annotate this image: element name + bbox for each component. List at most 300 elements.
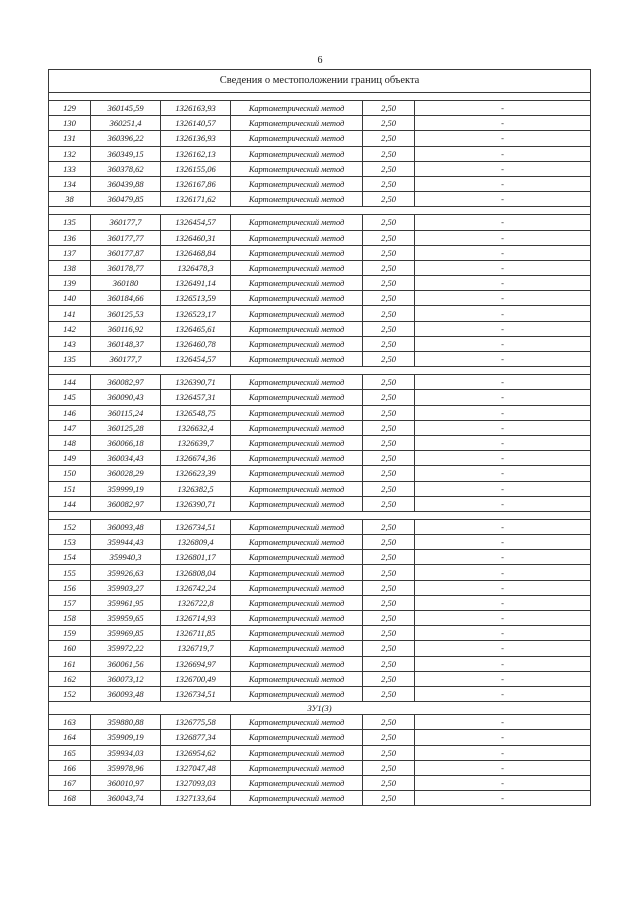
y-coordinate-cell: 1326478,3 xyxy=(161,260,231,275)
y-coordinate-cell: 1326163,93 xyxy=(161,101,231,116)
description-cell: - xyxy=(415,161,591,176)
y-coordinate-cell: 1326722,8 xyxy=(161,595,231,610)
method-cell: Картометрический метод xyxy=(231,519,363,534)
y-coordinate-cell: 1326639,7 xyxy=(161,435,231,450)
point-number-cell: 143 xyxy=(49,336,91,351)
separator-cell xyxy=(49,511,591,519)
table-row xyxy=(49,656,591,671)
method-cell: Картометрический метод xyxy=(231,595,363,610)
x-coordinate-cell: 359934,03 xyxy=(91,745,161,760)
description-cell: - xyxy=(415,496,591,511)
y-coordinate-cell: 1327093,03 xyxy=(161,775,231,790)
y-coordinate-cell: 1326548,75 xyxy=(161,405,231,420)
point-number-cell: 159 xyxy=(49,626,91,641)
point-number-cell: 146 xyxy=(49,405,91,420)
method-cell: Картометрический метод xyxy=(231,352,363,367)
method-cell: Картометрический метод xyxy=(231,611,363,626)
y-coordinate-cell: 1326623,39 xyxy=(161,466,231,481)
table-row xyxy=(49,390,591,405)
y-coordinate-cell: 1326734,51 xyxy=(161,519,231,534)
accuracy-cell: 2,50 xyxy=(363,276,415,291)
x-coordinate-cell: 360073,12 xyxy=(91,671,161,686)
accuracy-cell: 2,50 xyxy=(363,390,415,405)
y-coordinate-cell: 1326468,84 xyxy=(161,245,231,260)
table-row xyxy=(49,565,591,580)
description-cell: - xyxy=(415,146,591,161)
accuracy-cell: 2,50 xyxy=(363,686,415,701)
accuracy-cell: 2,50 xyxy=(363,101,415,116)
accuracy-cell: 2,50 xyxy=(363,595,415,610)
description-cell: - xyxy=(415,519,591,534)
description-cell: - xyxy=(415,352,591,367)
method-cell: Картометрический метод xyxy=(231,656,363,671)
table-row xyxy=(49,192,591,207)
method-cell: Картометрический метод xyxy=(231,176,363,191)
table-row xyxy=(49,101,591,116)
point-number-cell: 156 xyxy=(49,580,91,595)
method-cell: Картометрический метод xyxy=(231,451,363,466)
y-coordinate-cell: 1326714,93 xyxy=(161,611,231,626)
accuracy-cell: 2,50 xyxy=(363,641,415,656)
y-coordinate-cell: 1326700,49 xyxy=(161,671,231,686)
method-cell: Картометрический метод xyxy=(231,375,363,390)
point-number-cell: 167 xyxy=(49,775,91,790)
separator-row xyxy=(49,367,591,375)
method-cell: Картометрический метод xyxy=(231,291,363,306)
point-number-cell: 130 xyxy=(49,116,91,131)
method-cell: Картометрический метод xyxy=(231,390,363,405)
accuracy-cell: 2,50 xyxy=(363,291,415,306)
table-row xyxy=(49,146,591,161)
x-coordinate-cell: 359944,43 xyxy=(91,535,161,550)
y-coordinate-cell: 1327047,48 xyxy=(161,760,231,775)
description-cell: - xyxy=(415,215,591,230)
table-row xyxy=(49,176,591,191)
y-coordinate-cell: 1326457,31 xyxy=(161,390,231,405)
method-cell: Картометрический метод xyxy=(231,192,363,207)
x-coordinate-cell: 359940,3 xyxy=(91,550,161,565)
point-number-cell: 142 xyxy=(49,321,91,336)
table-row xyxy=(49,435,591,450)
description-cell: - xyxy=(415,656,591,671)
point-number-cell: 144 xyxy=(49,375,91,390)
x-coordinate-cell: 360125,53 xyxy=(91,306,161,321)
y-coordinate-cell: 1326162,13 xyxy=(161,146,231,161)
table-row xyxy=(49,321,591,336)
point-number-cell: 38 xyxy=(49,192,91,207)
point-number-cell: 163 xyxy=(49,715,91,730)
accuracy-cell: 2,50 xyxy=(363,215,415,230)
accuracy-cell: 2,50 xyxy=(363,352,415,367)
point-number-cell: 134 xyxy=(49,176,91,191)
point-number-cell: 165 xyxy=(49,745,91,760)
y-coordinate-cell: 1326801,17 xyxy=(161,550,231,565)
x-coordinate-cell: 360396,22 xyxy=(91,131,161,146)
point-number-cell: 135 xyxy=(49,352,91,367)
x-coordinate-cell: 360251,4 xyxy=(91,116,161,131)
table-row xyxy=(49,730,591,745)
point-number-cell: 150 xyxy=(49,466,91,481)
x-coordinate-cell: 360177,77 xyxy=(91,230,161,245)
x-coordinate-cell: 360178,77 xyxy=(91,260,161,275)
table-row xyxy=(49,230,591,245)
x-coordinate-cell: 360378,62 xyxy=(91,161,161,176)
table-row xyxy=(49,291,591,306)
x-coordinate-cell: 360028,29 xyxy=(91,466,161,481)
accuracy-cell: 2,50 xyxy=(363,405,415,420)
description-cell: - xyxy=(415,641,591,656)
accuracy-cell: 2,50 xyxy=(363,375,415,390)
separator-cell xyxy=(49,367,591,375)
point-number-cell: 132 xyxy=(49,146,91,161)
section-label: ЗУ1(3) xyxy=(49,702,591,715)
x-coordinate-cell: 360115,24 xyxy=(91,405,161,420)
x-coordinate-cell: 360177,7 xyxy=(91,215,161,230)
description-cell: - xyxy=(415,131,591,146)
point-number-cell: 137 xyxy=(49,245,91,260)
point-number-cell: 157 xyxy=(49,595,91,610)
table-row xyxy=(49,161,591,176)
description-cell: - xyxy=(415,405,591,420)
y-coordinate-cell: 1326954,62 xyxy=(161,745,231,760)
description-cell: - xyxy=(415,686,591,701)
x-coordinate-cell: 360116,92 xyxy=(91,321,161,336)
table-row xyxy=(49,260,591,275)
separator-cell xyxy=(49,93,591,101)
point-number-cell: 131 xyxy=(49,131,91,146)
x-coordinate-cell: 360148,37 xyxy=(91,336,161,351)
table-row xyxy=(49,466,591,481)
x-coordinate-cell: 360082,97 xyxy=(91,496,161,511)
accuracy-cell: 2,50 xyxy=(363,321,415,336)
table-row xyxy=(49,626,591,641)
y-coordinate-cell: 1326775,58 xyxy=(161,715,231,730)
method-cell: Картометрический метод xyxy=(231,760,363,775)
accuracy-cell: 2,50 xyxy=(363,626,415,641)
x-coordinate-cell: 360082,97 xyxy=(91,375,161,390)
description-cell: - xyxy=(415,336,591,351)
y-coordinate-cell: 1326390,71 xyxy=(161,375,231,390)
x-coordinate-cell: 360439,88 xyxy=(91,176,161,191)
point-number-cell: 152 xyxy=(49,686,91,701)
method-cell: Картометрический метод xyxy=(231,420,363,435)
method-cell: Картометрический метод xyxy=(231,466,363,481)
method-cell: Картометрический метод xyxy=(231,641,363,656)
description-cell: - xyxy=(415,420,591,435)
method-cell: Картометрический метод xyxy=(231,230,363,245)
method-cell: Картометрический метод xyxy=(231,550,363,565)
table-row xyxy=(49,405,591,420)
table-row xyxy=(49,671,591,686)
method-cell: Картометрический метод xyxy=(231,146,363,161)
point-number-cell: 136 xyxy=(49,230,91,245)
table-row xyxy=(49,641,591,656)
x-coordinate-cell: 359972,22 xyxy=(91,641,161,656)
point-number-cell: 164 xyxy=(49,730,91,745)
description-cell: - xyxy=(415,375,591,390)
x-coordinate-cell: 360145,59 xyxy=(91,101,161,116)
method-cell: Картометрический метод xyxy=(231,321,363,336)
y-coordinate-cell: 1326734,51 xyxy=(161,686,231,701)
accuracy-cell: 2,50 xyxy=(363,535,415,550)
table-row xyxy=(49,686,591,701)
table-row xyxy=(49,116,591,131)
point-number-cell: 161 xyxy=(49,656,91,671)
description-cell: - xyxy=(415,760,591,775)
y-coordinate-cell: 1326877,34 xyxy=(161,730,231,745)
table-row xyxy=(49,245,591,260)
accuracy-cell: 2,50 xyxy=(363,420,415,435)
x-coordinate-cell: 360061,56 xyxy=(91,656,161,671)
accuracy-cell: 2,50 xyxy=(363,260,415,275)
table-row xyxy=(49,481,591,496)
description-cell: - xyxy=(415,176,591,191)
x-coordinate-cell: 359969,85 xyxy=(91,626,161,641)
accuracy-cell: 2,50 xyxy=(363,466,415,481)
method-cell: Картометрический метод xyxy=(231,215,363,230)
x-coordinate-cell: 359999,19 xyxy=(91,481,161,496)
table-row xyxy=(49,375,591,390)
table-row xyxy=(49,745,591,760)
y-coordinate-cell: 1326523,17 xyxy=(161,306,231,321)
y-coordinate-cell: 1326460,31 xyxy=(161,230,231,245)
accuracy-cell: 2,50 xyxy=(363,715,415,730)
description-cell: - xyxy=(415,535,591,550)
method-cell: Картометрический метод xyxy=(231,481,363,496)
accuracy-cell: 2,50 xyxy=(363,161,415,176)
separator-row xyxy=(49,207,591,215)
method-cell: Картометрический метод xyxy=(231,161,363,176)
description-cell: - xyxy=(415,730,591,745)
separator-row xyxy=(49,93,591,101)
description-cell: - xyxy=(415,390,591,405)
point-number-cell: 144 xyxy=(49,496,91,511)
table-row xyxy=(49,535,591,550)
table-row xyxy=(49,595,591,610)
description-cell: - xyxy=(415,611,591,626)
accuracy-cell: 2,50 xyxy=(363,131,415,146)
x-coordinate-cell: 360125,28 xyxy=(91,420,161,435)
method-cell: Картометрический метод xyxy=(231,496,363,511)
table-row xyxy=(49,306,591,321)
method-cell: Картометрический метод xyxy=(231,101,363,116)
description-cell: - xyxy=(415,595,591,610)
description-cell: - xyxy=(415,306,591,321)
accuracy-cell: 2,50 xyxy=(363,745,415,760)
accuracy-cell: 2,50 xyxy=(363,519,415,534)
x-coordinate-cell: 360090,43 xyxy=(91,390,161,405)
method-cell: Картометрический метод xyxy=(231,260,363,275)
table-row xyxy=(49,791,591,806)
point-number-cell: 140 xyxy=(49,291,91,306)
y-coordinate-cell: 1326390,71 xyxy=(161,496,231,511)
table-row xyxy=(49,775,591,790)
description-cell: - xyxy=(415,451,591,466)
description-cell: - xyxy=(415,192,591,207)
point-number-cell: 138 xyxy=(49,260,91,275)
method-cell: Картометрический метод xyxy=(231,405,363,420)
point-number-cell: 166 xyxy=(49,760,91,775)
table-row xyxy=(49,611,591,626)
table-row xyxy=(49,215,591,230)
accuracy-cell: 2,50 xyxy=(363,306,415,321)
accuracy-cell: 2,50 xyxy=(363,496,415,511)
x-coordinate-cell: 359959,65 xyxy=(91,611,161,626)
y-coordinate-cell: 1326465,61 xyxy=(161,321,231,336)
description-cell: - xyxy=(415,260,591,275)
accuracy-cell: 2,50 xyxy=(363,580,415,595)
description-cell: - xyxy=(415,745,591,760)
description-cell: - xyxy=(415,715,591,730)
point-number-cell: 151 xyxy=(49,481,91,496)
point-number-cell: 153 xyxy=(49,535,91,550)
description-cell: - xyxy=(415,321,591,336)
section-row xyxy=(49,702,591,715)
point-number-cell: 145 xyxy=(49,390,91,405)
y-coordinate-cell: 1326454,57 xyxy=(161,215,231,230)
x-coordinate-cell: 359926,63 xyxy=(91,565,161,580)
point-number-cell: 148 xyxy=(49,435,91,450)
x-coordinate-cell: 360034,43 xyxy=(91,451,161,466)
method-cell: Картометрический метод xyxy=(231,276,363,291)
x-coordinate-cell: 360184,66 xyxy=(91,291,161,306)
accuracy-cell: 2,50 xyxy=(363,481,415,496)
y-coordinate-cell: 1326167,86 xyxy=(161,176,231,191)
method-cell: Картометрический метод xyxy=(231,686,363,701)
x-coordinate-cell: 360093,48 xyxy=(91,519,161,534)
description-cell: - xyxy=(415,435,591,450)
y-coordinate-cell: 1326460,78 xyxy=(161,336,231,351)
y-coordinate-cell: 1326674,36 xyxy=(161,451,231,466)
table-row xyxy=(49,451,591,466)
table-row xyxy=(49,550,591,565)
method-cell: Картометрический метод xyxy=(231,306,363,321)
description-cell: - xyxy=(415,101,591,116)
description-cell: - xyxy=(415,671,591,686)
x-coordinate-cell: 360043,74 xyxy=(91,791,161,806)
point-number-cell: 154 xyxy=(49,550,91,565)
accuracy-cell: 2,50 xyxy=(363,760,415,775)
point-number-cell: 162 xyxy=(49,671,91,686)
point-number-cell: 129 xyxy=(49,101,91,116)
y-coordinate-cell: 1326136,93 xyxy=(161,131,231,146)
description-cell: - xyxy=(415,626,591,641)
accuracy-cell: 2,50 xyxy=(363,451,415,466)
accuracy-cell: 2,50 xyxy=(363,146,415,161)
point-number-cell: 133 xyxy=(49,161,91,176)
x-coordinate-cell: 359880,88 xyxy=(91,715,161,730)
x-coordinate-cell: 359909,19 xyxy=(91,730,161,745)
table-row xyxy=(49,131,591,146)
point-number-cell: 155 xyxy=(49,565,91,580)
method-cell: Картометрический метод xyxy=(231,131,363,146)
separator-row xyxy=(49,511,591,519)
method-cell: Картометрический метод xyxy=(231,116,363,131)
x-coordinate-cell: 360177,87 xyxy=(91,245,161,260)
point-number-cell: 147 xyxy=(49,420,91,435)
y-coordinate-cell: 1326694,97 xyxy=(161,656,231,671)
description-cell: - xyxy=(415,245,591,260)
table-row xyxy=(49,519,591,534)
accuracy-cell: 2,50 xyxy=(363,336,415,351)
description-cell: - xyxy=(415,291,591,306)
x-coordinate-cell: 359978,96 xyxy=(91,760,161,775)
table-row xyxy=(49,715,591,730)
accuracy-cell: 2,50 xyxy=(363,730,415,745)
description-cell: - xyxy=(415,116,591,131)
accuracy-cell: 2,50 xyxy=(363,192,415,207)
separator-cell xyxy=(49,207,591,215)
table-row xyxy=(49,420,591,435)
x-coordinate-cell: 360180 xyxy=(91,276,161,291)
description-cell: - xyxy=(415,565,591,580)
y-coordinate-cell: 1326742,24 xyxy=(161,580,231,595)
table-row xyxy=(49,580,591,595)
point-number-cell: 139 xyxy=(49,276,91,291)
accuracy-cell: 2,50 xyxy=(363,565,415,580)
point-number-cell: 135 xyxy=(49,215,91,230)
table-row xyxy=(49,352,591,367)
y-coordinate-cell: 1326171,62 xyxy=(161,192,231,207)
x-coordinate-cell: 360479,85 xyxy=(91,192,161,207)
point-number-cell: 152 xyxy=(49,519,91,534)
x-coordinate-cell: 359961,95 xyxy=(91,595,161,610)
method-cell: Картометрический метод xyxy=(231,730,363,745)
table-row xyxy=(49,336,591,351)
accuracy-cell: 2,50 xyxy=(363,116,415,131)
x-coordinate-cell: 360010,97 xyxy=(91,775,161,790)
description-cell: - xyxy=(415,775,591,790)
method-cell: Картометрический метод xyxy=(231,715,363,730)
method-cell: Картометрический метод xyxy=(231,671,363,686)
y-coordinate-cell: 1326513,59 xyxy=(161,291,231,306)
method-cell: Картометрический метод xyxy=(231,565,363,580)
y-coordinate-cell: 1326719,7 xyxy=(161,641,231,656)
table-title: Сведения о местоположении границ объекта xyxy=(49,70,591,93)
accuracy-cell: 2,50 xyxy=(363,791,415,806)
boundary-table xyxy=(48,69,591,806)
table-row xyxy=(49,760,591,775)
y-coordinate-cell: 1326454,57 xyxy=(161,352,231,367)
description-cell: - xyxy=(415,481,591,496)
method-cell: Картометрический метод xyxy=(231,535,363,550)
y-coordinate-cell: 1326155,06 xyxy=(161,161,231,176)
accuracy-cell: 2,50 xyxy=(363,245,415,260)
point-number-cell: 158 xyxy=(49,611,91,626)
description-cell: - xyxy=(415,580,591,595)
x-coordinate-cell: 360066,18 xyxy=(91,435,161,450)
y-coordinate-cell: 1326140,57 xyxy=(161,116,231,131)
description-cell: - xyxy=(415,276,591,291)
x-coordinate-cell: 360349,15 xyxy=(91,146,161,161)
point-number-cell: 160 xyxy=(49,641,91,656)
method-cell: Картометрический метод xyxy=(231,775,363,790)
y-coordinate-cell: 1326632,4 xyxy=(161,420,231,435)
accuracy-cell: 2,50 xyxy=(363,775,415,790)
y-coordinate-cell: 1326711,85 xyxy=(161,626,231,641)
method-cell: Картометрический метод xyxy=(231,245,363,260)
y-coordinate-cell: 1326808,04 xyxy=(161,565,231,580)
accuracy-cell: 2,50 xyxy=(363,230,415,245)
table-header-row xyxy=(49,70,591,93)
x-coordinate-cell: 359903,27 xyxy=(91,580,161,595)
y-coordinate-cell: 1327133,64 xyxy=(161,791,231,806)
method-cell: Картометрический метод xyxy=(231,336,363,351)
accuracy-cell: 2,50 xyxy=(363,671,415,686)
table-row xyxy=(49,276,591,291)
description-cell: - xyxy=(415,550,591,565)
y-coordinate-cell: 1326809,4 xyxy=(161,535,231,550)
